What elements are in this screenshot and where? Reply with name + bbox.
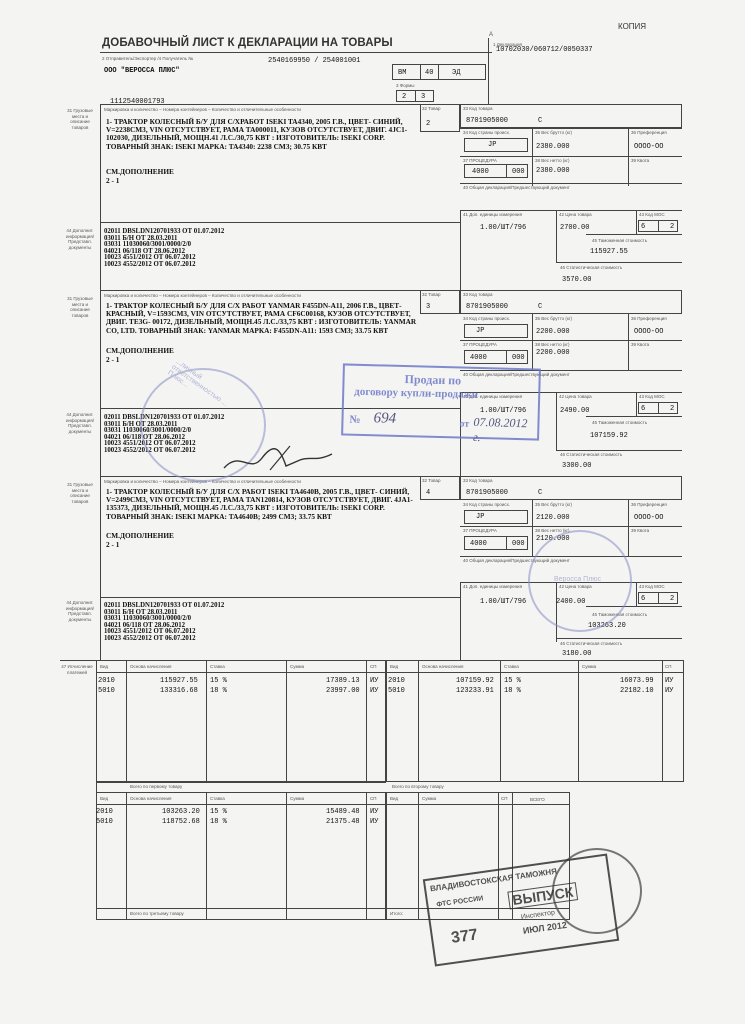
pay2-row2-rate: 18 % (504, 687, 521, 695)
item2-net: 2200.000 (536, 349, 570, 357)
item1-mos-2: 2 (670, 223, 675, 231)
sold-no: 694 (373, 410, 397, 427)
sold-line2: договору купли-продажи (354, 385, 479, 401)
item2-desc-tail: СМ.ДОПОЛНЕНИЕ (106, 346, 174, 355)
item3-price: 2400.00 (556, 598, 586, 606)
customs-line2: ФТС РОССИИ (436, 895, 484, 909)
item1-pref: OOOO-OO (634, 143, 664, 151)
item1-quota-label: 39 Квота (631, 158, 650, 163)
pay1-row1-type: 2010 (98, 677, 115, 685)
item3-item-no: 4 (426, 489, 431, 497)
item3-mos-1: 6 (641, 595, 646, 603)
declaration-type-label: 1 Декларация (493, 42, 522, 47)
doc-line: 03011 Б/Н ОТ 28.03.2011 (104, 420, 178, 428)
item2-gross-label: 35 Вес брутто (кг) (535, 316, 572, 321)
pay3-row1-sp: ИУ (370, 808, 379, 816)
doc-line: 04021 06/118 ОТ 28.06.2012 (104, 433, 186, 441)
customs-released: ВЫПУСК (507, 882, 578, 909)
pay1-row1-sum: 17389.13 (326, 677, 360, 685)
doc-line: 10023 4552/2012 ОТ 06.07.2012 (104, 446, 196, 454)
pay2-row2-sum: 22182.10 (620, 687, 654, 695)
item1-supp-unit-label: 41 Доп. единицы измерения (463, 212, 523, 217)
item2-prev-doc-label: 40 Общая декларация/Предшествующий документ (463, 372, 570, 377)
pay3-total-label: Всего по третьему товару (130, 911, 184, 916)
pay3-col-rate: Ставка (210, 796, 225, 801)
sold-line1: Продан по (404, 372, 462, 388)
item1-mos-1: 6 (641, 223, 646, 231)
round-stamp-text: ...личный ответственностью ... Плюс... (166, 358, 229, 408)
item1-supp-unit: 1.00/ШТ/796 (480, 224, 527, 232)
round-stamp2-text: Веросса Плюс (554, 576, 602, 583)
doc-line: 03011 Б/Н ОТ 28.03.2011 (104, 608, 178, 616)
item1-stat-value-label: 46 Статистическая стоимость (560, 265, 623, 270)
item3-supp-unit-label: 41 Доп. единицы измерения (463, 584, 523, 589)
item3-proc-2: 000 (512, 540, 525, 548)
item1-customs-value-label: 45 Таможенная стоимость (592, 238, 648, 243)
reg-number: 10702030/060712/0050337 (496, 46, 593, 54)
pay1-total-label: Всего по первому товару (130, 784, 183, 789)
pay3-col-base: Основа начисления (130, 796, 172, 801)
pay2-row1-type: 2010 (388, 677, 405, 685)
item1-hs-c: C (538, 117, 543, 125)
pay3-row2-sp: ИУ (370, 818, 379, 826)
item1-price: 2700.00 (560, 224, 590, 232)
signature (220, 440, 340, 480)
item2-price-label: 42 Цена товара (559, 394, 592, 399)
item3-hs-c: C (538, 489, 543, 497)
item2-customs-value: 107159.92 (590, 432, 628, 440)
item2-stat-value: 3300.00 (562, 462, 592, 470)
item2-header-line: Маркировка и количество – Номера контейнеров – Количество и отличительные особенности (104, 293, 301, 298)
page-title: ДОБАВОЧНЫЙ ЛИСТ К ДЕКЛАРАЦИИ НА ТОВАРЫ (102, 37, 393, 49)
item3-item-no-label: 32 Товар (422, 478, 441, 483)
pay2-col-sp: СП (665, 664, 672, 669)
pay1-col-sp: СП (370, 664, 377, 669)
pay2-row1-sp: ИУ (665, 677, 674, 685)
item3-docs-label: 44 Дополнит. информация/ Представл. документы (65, 600, 95, 622)
item2-description: 1- ТРАКТОР КОЛЕСНЫЙ Б/У ДЛЯ С/Х РАБОТ YANMAR F455DN-A11, 2006 Г.В., ЦВЕТ- КРАСНЫЙ, V=1593СМ3, VIN ОТСУТСТВУЕТ, РАМА CF6C00168, КУЗОВ ОТСУТСТВУЕТ, ДВИГ. TE3G- 00172, ДИЗЕЛЬНЫЙ, МОЩН.45 Л.С./33,75 КВТ : ИЗГОТОВИТЕЛЬ: YANMAR CO, LTD. ТОВАРНЫЙ ЗНАК: YANMAR МАРКА: F455DN-A11: 1593 СМ3; 33.75 КВТ (106, 301, 417, 335)
item1-pref-label: 36 Преференция (631, 130, 667, 135)
pay4-col-sp: СП (501, 796, 508, 801)
customs-date: ИЮЛ 2012 (522, 919, 568, 936)
item1-hs: 8701905000 (466, 117, 509, 125)
company-code: 1112540001793 (110, 98, 165, 106)
pay2-row1-rate: 15 % (504, 677, 521, 685)
doc-line: 04021 06/118 ОТ 28.06.2012 (104, 621, 186, 629)
item3-prev-doc-label: 40 Общая декларация/Предшествующий документ (463, 558, 570, 563)
item3-supp-unit: 1.00/ШТ/796 (480, 598, 527, 606)
item2-pref-label: 36 Преференция (631, 316, 667, 321)
pay1-col-type: Вид (100, 664, 109, 669)
pay-total-note: Итого: (390, 911, 404, 916)
item3-customs-value-label: 45 Таможенная стоимость (592, 612, 648, 617)
item3-mos-label: 43 Код МОС (639, 584, 665, 589)
pay3-col-sum: Сумма (290, 796, 305, 801)
doc-line: 10023 4551/2012 ОТ 06.07.2012 (104, 440, 196, 448)
pay2-row2-base: 123233.91 (456, 687, 494, 695)
forms-value-1: 2 (402, 93, 407, 101)
decl-cell-3: ЭД (452, 69, 461, 77)
item1-box-label: 31 Грузовые места и описание товаров (67, 108, 93, 130)
item2-stat-value-label: 46 Статистическая стоимость (560, 452, 623, 457)
pay1-row2-rate: 18 % (210, 687, 227, 695)
item2-hs-label: 33 Код товара (463, 292, 493, 297)
item2-hs-c: C (538, 303, 543, 311)
payments-label: 47 Исчисление платежей (61, 664, 93, 675)
doc-line: 02011 DBSLDN120701933 ОТ 01.07.2012 (104, 602, 225, 609)
pay2-row1-base: 107159.92 (456, 677, 494, 685)
pay4-col-sum: Сумма (422, 796, 437, 801)
item2-supp-unit: 1.00/ШТ/796 (480, 407, 527, 415)
pay3-row2-rate: 18 % (210, 818, 227, 826)
pay3-row1-rate: 15 % (210, 808, 227, 816)
item3-stat-value-label: 46 Статистическая стоимость (560, 641, 623, 646)
pay2-row1-sum: 16073.99 (620, 677, 654, 685)
pay1-row1-sp: ИУ (370, 677, 379, 685)
item1-item-no: 2 (426, 120, 431, 128)
item2-item-no: 3 (426, 303, 431, 311)
item3-hs: 8701905000 (466, 489, 509, 497)
item3-quota-label: 39 Квота (631, 528, 650, 533)
doc-line: 10023 4552/2012 ОТ 06.07.2012 (104, 260, 196, 268)
item3-mos-2: 2 (670, 595, 675, 603)
doc-line: 02011 DBSLDN120701933 ОТ 01.07.2012 (104, 414, 225, 421)
item2-proc-label: 37 ПРОЦЕДУРА (463, 342, 497, 347)
item3-header-line: Маркировка и количество – Номера контейнеров – Количество и отличительные особенности (104, 479, 301, 484)
doc-line: 03011 Б/Н ОТ 28.03.2011 (104, 234, 178, 242)
pay2-row2-type: 5010 (388, 687, 405, 695)
item3-pref-label: 36 Преференция (631, 502, 667, 507)
item3-pref: OOOO-OO (634, 514, 664, 522)
item1-origin-label: 34 Код страны происх. (463, 130, 511, 135)
doc-line: 04021 06/118 ОТ 28.06.2012 (104, 247, 186, 255)
copy-label: КОПИЯ (618, 22, 647, 31)
item2-price: 2490.00 (560, 407, 590, 415)
item2-pref: OOOO-OO (634, 328, 664, 336)
decl-cell-2: 40 (425, 69, 434, 77)
item3-gross-label: 35 Вес брутто (кг) (535, 502, 572, 507)
pay3-col-type: Вид (100, 796, 109, 801)
pay3-row1-base: 103263.20 (162, 808, 200, 816)
item1-proc-label: 37 ПРОЦЕДУРА (463, 158, 497, 163)
pay4-col-type: Вид (390, 796, 399, 801)
sold-date: 07.08.2012 г. (472, 414, 528, 445)
item3-docs (104, 603, 224, 643)
doc-line: 10023 4551/2012 ОТ 06.07.2012 (104, 254, 196, 262)
item3-origin: JP (476, 513, 485, 521)
item1-proc-1: 4000 (472, 168, 489, 176)
item3-desc-tail: СМ.ДОПОЛНЕНИЕ (106, 531, 174, 540)
doc-line: 03031 11030060/3001/0000/2/0 (104, 241, 192, 249)
item2-gross: 2200.000 (536, 328, 570, 336)
pay1-row2-sp: ИУ (370, 687, 379, 695)
pay2-col-type: Вид (390, 664, 399, 669)
item3-price-label: 42 Цена товара (559, 584, 592, 589)
item2-desc-num: 2 - 1 (106, 355, 120, 364)
pay1-row1-rate: 15 % (210, 677, 227, 685)
doc-line: 03031 11030060/3001/0000/2/0 (104, 615, 192, 623)
pay2-col-rate: Ставка (504, 664, 519, 669)
item1-customs-value: 115927.55 (590, 248, 628, 256)
pay3-row2-type: 5010 (96, 818, 113, 826)
sold-stamp (341, 363, 541, 445)
pay3-row2-sum: 21375.48 (326, 818, 360, 826)
sold-no-prefix: № (349, 413, 361, 426)
item2-origin-label: 34 Код страны происх. (463, 316, 511, 321)
forms-label: 3 Формы (396, 83, 415, 88)
pay2-total-label: Всего по второму товару (392, 784, 444, 789)
item3-description: 1- ТРАКТОР КОЛЕСНЫЙ Б/У ДЛЯ С/Х РАБОТ ISEKI TA4640B, 2005 Г.В., ЦВЕТ- СИНИЙ, V=2499СМ3, VIN ОТСУТСТВУЕТ, РАМА TAN120814, КУЗОВ ОТСУТСТВУЕТ, ДВИГ. 4JA1- 135373, ДИЗЕЛЬНЫЙ, МОЩН.45 Л.С./33,75 КВТ : ИЗГОТОВИТЕЛЬ: ISEKI CORP. ТОВАРНЫЙ ЗНАК: ISEKI МАРКА: TA4640B; 2499 СМ3; 33.75 КВТ (106, 487, 413, 521)
item2-item-no-label: 32 Товар (422, 292, 441, 297)
customs-inspector: Инспектор (520, 909, 556, 922)
item2-mos-label: 43 Код МОС (639, 394, 665, 399)
item1-origin: JP (488, 141, 497, 149)
item2-hs: 8701905000 (466, 303, 509, 311)
customs-line1: ВЛАДИВОСТОКСКАЯ ТАМОЖНЯ (429, 866, 558, 894)
item1-description: 1- ТРАКТОР КОЛЕСНЫЙ Б/У ДЛЯ С/ХРАБОТ ISEKI TA4340, 2005 Г.В., ЦВЕТ- СИНИЙ, V=2238СМ3, VIN ОТСУТСТВУЕТ, РАМА TA000011, КУЗОВ ОТСУТСТВУЕТ, ДВИГ. 4JC1- 102030, ДИЗЕЛЬНЫЙ, МОЩН.41 Л.С./30,75 КВТ : ИЗГОТОВИТЕЛЬ: ISEKI CORP. ТОВАРНЫЙ ЗНАК: ISEKI МАРКА: TA4340: 2238 СМ3; 30.75 КВТ (106, 117, 408, 151)
item2-supp-unit-label: 41 Доп. единицы измерения (463, 394, 523, 399)
doc-line: 03031 11030060/3001/0000/2/0 (104, 427, 192, 435)
item1-header-line: Маркировка и количество – Номера контейнеров – Количество и отличительные особенности (104, 107, 301, 112)
pay1-col-sum: Сумма (290, 664, 305, 669)
pay1-col-base: Основа начисления (130, 664, 172, 669)
item3-stat-value: 3180.00 (562, 650, 592, 658)
item1-stat-value: 3570.00 (562, 276, 592, 284)
item2-proc-2: 000 (512, 354, 525, 362)
item3-proc-label: 37 ПРОЦЕДУРА (463, 528, 497, 533)
pay-total-all: ВСЕГО (530, 797, 545, 802)
item3-gross: 2120.000 (536, 514, 570, 522)
item2-origin: JP (476, 327, 485, 335)
pay3-row1-sum: 15489.48 (326, 808, 360, 816)
item1-desc-num: 2 - 1 (106, 176, 120, 185)
item3-box-label: 31 Грузовые места и описание товаров (67, 482, 93, 504)
item1-gross: 2380.000 (536, 143, 570, 151)
pay2-row2-sp: ИУ (665, 687, 674, 695)
item1-price-label: 42 Цена товара (559, 212, 592, 217)
doc-line: 10023 4551/2012 ОТ 06.07.2012 (104, 628, 196, 636)
item3-proc-1: 4000 (470, 540, 487, 548)
pay3-col-sp: СП (370, 796, 377, 801)
item3-desc-num: 2 - 1 (106, 540, 120, 549)
doc-line: 10023 4552/2012 ОТ 06.07.2012 (104, 634, 196, 642)
pay1-row2-type: 5010 (98, 687, 115, 695)
item3-net-label: 38 Вес нетто (кг) (535, 528, 570, 533)
item3-customs-value: 103263.20 (588, 622, 626, 630)
item2-docs-label: 44 Дополнит. информация/ Представл. документы (65, 412, 95, 434)
mark-a: A (489, 32, 494, 38)
item1-prev-doc-label: 40 Общая декларация/Предшествующий документ (463, 185, 570, 190)
pay3-row2-base: 118752.68 (162, 818, 200, 826)
decl-cell-1: ВМ (398, 69, 407, 77)
company: ООО "ВЕРОССА ПЛЮС" (104, 67, 180, 75)
pay1-row2-sum: 23997.00 (326, 687, 360, 695)
item3-origin-label: 34 Код страны происх. (463, 502, 511, 507)
item1-hs-label: 33 Код товара (463, 106, 493, 111)
forms-value-2: 3 (421, 93, 426, 101)
item1-desc-tail: СМ.ДОПОЛНЕНИЕ (106, 167, 174, 176)
item1-proc-2: 000 (512, 168, 525, 176)
item2-customs-value-label: 45 Таможенная стоимость (592, 420, 648, 425)
pay1-row2-base: 133316.68 (160, 687, 198, 695)
item1-gross-label: 35 Вес брутто (кг) (535, 130, 572, 135)
company-round-stamp-2 (528, 530, 632, 632)
doc-line: 02011 DBSLDN120701933 ОТ 01.07.2012 (104, 228, 225, 235)
item1-docs (104, 229, 224, 269)
pay1-row1-base: 115927.55 (160, 677, 198, 685)
item3-net: 2120.000 (536, 535, 570, 543)
item2-quota-label: 39 Квота (631, 342, 650, 347)
sold-date-prefix: от (459, 418, 470, 430)
box2-label: 2 Отправитель/Экспортер /4 Получатель № (102, 56, 194, 61)
item2-proc-1: 4000 (470, 354, 487, 362)
pay1-col-rate: Ставка (210, 664, 225, 669)
item3-hs-label: 33 Код товара (463, 478, 493, 483)
pay2-col-base: Основа начисления (422, 664, 464, 669)
item1-net: 2380.000 (536, 167, 570, 175)
inn: 2540169950 / 254001001 (268, 57, 361, 65)
item1-mos-label: 43 Код МОС (639, 212, 665, 217)
item2-mos-1: 6 (641, 405, 646, 413)
item2-mos-2: 2 (670, 405, 675, 413)
item1-net-label: 38 Вес нетто (кг) (535, 158, 570, 163)
pay2-col-sum: Сумма (582, 664, 597, 669)
item1-item-no-label: 32 Товар (422, 106, 441, 111)
item2-box-label: 31 Грузовые места и описание товаров (67, 296, 93, 318)
item1-docs-label: 44 Дополнит. информация/ Представл. документы (65, 228, 95, 250)
item2-net-label: 38 Вес нетто (кг) (535, 342, 570, 347)
customs-number: 377 (450, 926, 479, 947)
pay3-row1-type: 2010 (96, 808, 113, 816)
